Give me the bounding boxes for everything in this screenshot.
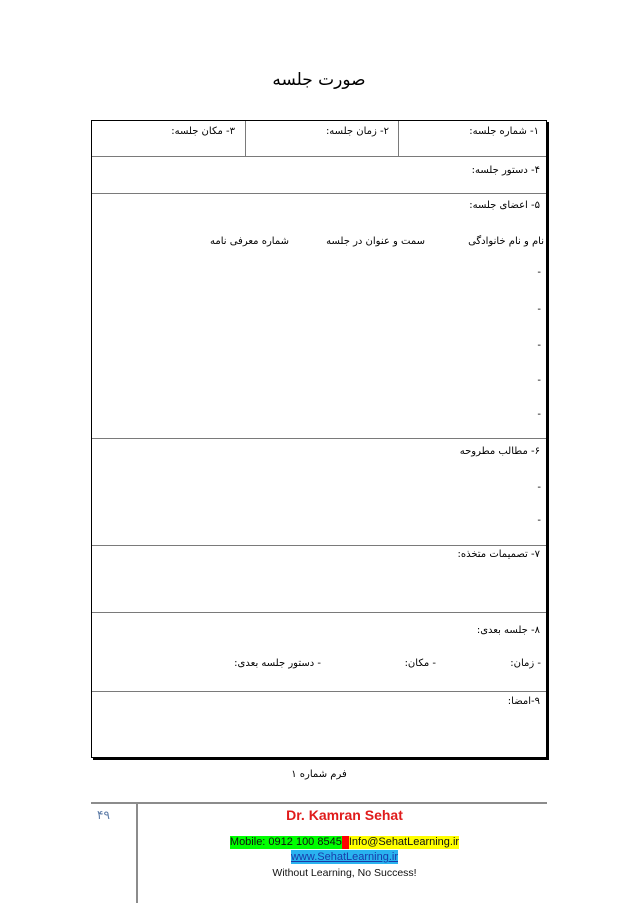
website-line [138,850,551,864]
next-meeting-place-label: - مکان: [404,658,436,669]
topic-entry-bullet: - [537,515,541,526]
topics-label: ۶- مطالب مطروحه [459,446,540,457]
meeting-time-cell [245,121,398,156]
mobile-number: Mobile: 0912 100 8545 [229,836,342,848]
email-address: Info@SehatLearning.ir [348,836,460,848]
next-meeting-time-label: - زمان: [510,658,541,669]
contact-separator [342,836,349,849]
decisions-label: ۷- تصمیمات متخذه: [457,549,540,560]
members-label: ۵- اعضای جلسه: [469,200,540,211]
signature-row [92,692,546,757]
author-name: Dr. Kamran Sehat [286,807,403,823]
member-entry-bullet: - [537,267,541,278]
meeting-minutes-form [91,120,547,758]
meeting-number-cell [398,121,546,156]
decisions-row [92,546,546,613]
page-number: ۴۹ [97,808,110,822]
next-meeting-row [92,613,546,692]
member-entry-bullet: - [537,375,541,386]
meeting-place-cell [92,121,245,156]
next-meeting-label: ۸- جلسه بعدی: [476,625,540,636]
signature-label: ۹-امضا: [507,696,540,707]
agenda-row [92,157,546,194]
website-link[interactable]: www.SehatLearning.ir [290,851,398,863]
contact-line [138,836,551,849]
slogan: Without Learning, No Success! [272,867,417,879]
members-column-name-header: نام و نام خانوادگی [468,236,544,247]
next-meeting-agenda-label: - دستور جلسه بعدی: [234,658,321,669]
member-entry-bullet: - [537,409,541,420]
meeting-place-label: ۳- مکان جلسه: [171,126,235,137]
meeting-info-row [92,121,546,157]
form-number: فرم شماره ۱ [291,769,347,780]
meeting-number-label: ۱- شماره جلسه: [469,126,539,137]
member-entry-bullet: - [537,340,541,351]
footer-divider-horizontal [91,802,547,804]
topics-row [92,439,546,546]
members-column-role-header: سمت و عنوان در جلسه [326,236,425,247]
meeting-time-label: ۲- زمان جلسه: [325,126,389,137]
page-title: صورت جلسه [272,70,366,90]
topic-entry-bullet: - [537,482,541,493]
agenda-label: ۴- دستور جلسه: [471,165,540,176]
members-column-letter-number-header: شماره معرفی نامه [210,236,289,247]
member-entry-bullet: - [537,304,541,315]
members-row [92,194,546,439]
